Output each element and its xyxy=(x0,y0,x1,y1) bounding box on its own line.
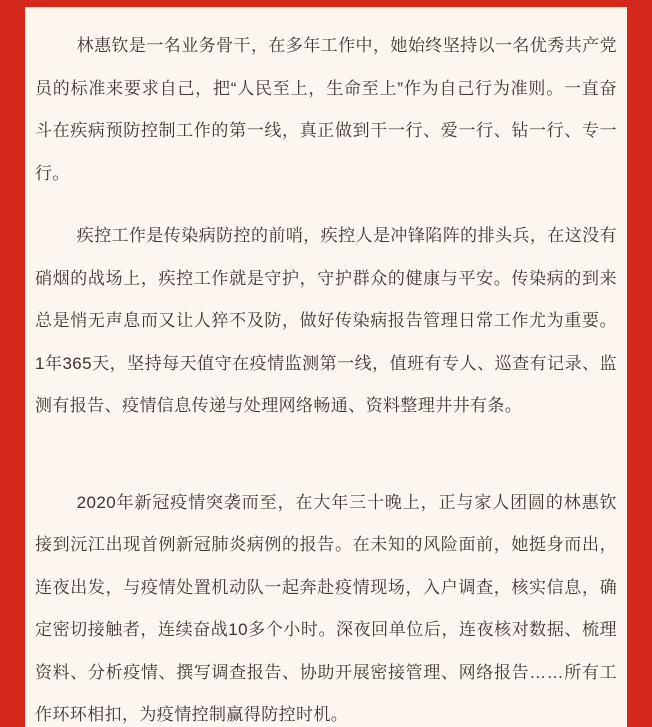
paragraph-intro: 林惠钦是一名业务骨干，在多年工作中，她始终坚持以一名优秀共产党员的标准来要求自己，把“人民至上，生命至上”作为自己行为准则。一直奋斗在疾病预防控制工作的第一线，真正做到干一行、爱一行、钻一行、专一行。 xyxy=(35,36,617,183)
right-red-border xyxy=(627,0,652,727)
paragraph-cdc-work: 疾控工作是传染病防控的前哨，疾控人是冲锋陷阵的排头兵，在这没有硝烟的战场上，疾控工作就是守护，守护群众的健康与平安。传染病的到来总是悄无声息而又让人猝不及防，做好传染病报告管理日常工作尤为重要。1年365天，坚持每天值守在疫情监测第一线，值班有专人、巡查有记录、监测有报告、疫情信息传递与处理网络畅通、资料整理井井有条。 xyxy=(35,226,617,415)
article-content xyxy=(25,7,627,727)
top-red-bar xyxy=(0,0,652,7)
left-red-border xyxy=(0,0,25,727)
paragraph-covid-response: 2020年新冠疫情突袭而至，在大年三十晚上，正与家人团圆的林惠钦接到沅江出现首例新冠肺炎病例的报告。在未知的风险面前，她挺身而出，连夜出发，与疫情处置机动队一起奔赴疫情现场，入户调查，核实信息，确定密切接触者，连续奋战10多个小时。深夜回单位后，连夜核对数据、梳理资料、分析疫情、撰写调查报告、协助开展密接管理、网络报告……所有工作环环相扣，为疫情控制赢得防控时机。 xyxy=(35,492,617,724)
